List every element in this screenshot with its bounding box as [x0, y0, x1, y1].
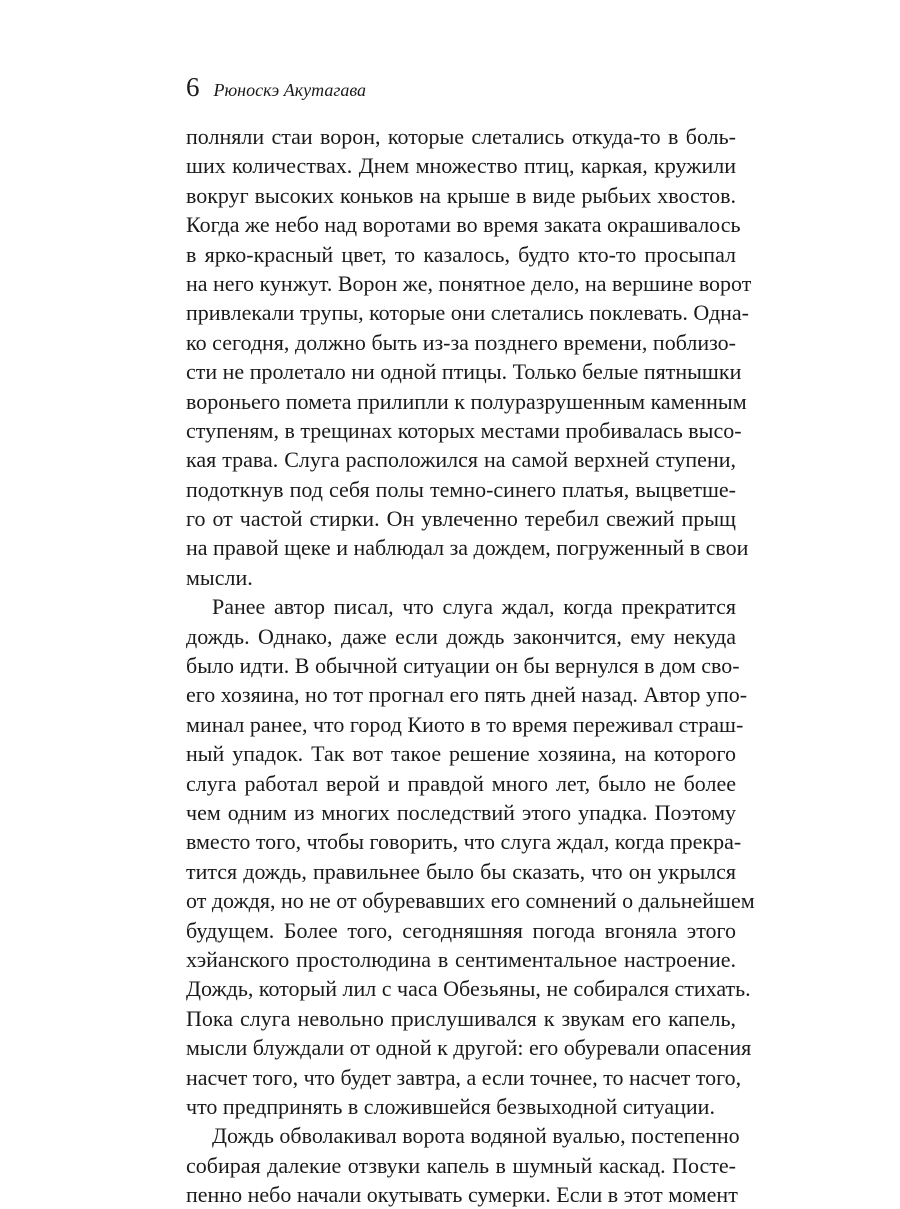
- text-line: Когда же небо над воротами во время заката окрашивалось: [186, 212, 741, 238]
- text-line: хэйанского простолюдина в сентиментальное настроение.: [186, 946, 736, 972]
- paragraph: [186, 1121, 740, 1209]
- text-line: вороньего помета прилипли к полуразрушенным каменным: [186, 388, 747, 414]
- text-line: Дождь обволакивал ворота водяной вуалью, постепенно: [212, 1123, 740, 1149]
- text-line: сти не пролетало ни одной птицы. Только белые пятнышки: [186, 359, 742, 385]
- text-line: тится дождь, правильнее было бы сказать, что он укрылся: [186, 858, 736, 884]
- paragraph: [186, 122, 752, 592]
- text-line: полняли стаи ворон, которые слетались откуда-то в боль-: [186, 124, 736, 149]
- text-line: чем одним из многих последствий этого упадка. Поэтому: [186, 799, 736, 825]
- text-line: ших количествах. Днем множество птиц, каркая, кружили: [186, 153, 736, 179]
- text-line: на правой щеке и наблюдал за дождем, погруженный в свои: [186, 535, 749, 561]
- text-line: в ярко-красный цвет, то казалось, будто кто-то просыпал: [186, 241, 736, 267]
- text-line: кая трава. Слуга расположился на самой верхней ступени,: [186, 447, 736, 473]
- text-line: мысли блуждали от одной к другой: его обуревали опасения: [186, 1035, 752, 1061]
- text-line: дождь. Однако, даже если дождь закончится, ему некуда: [186, 623, 736, 649]
- page-number: 6: [186, 72, 200, 102]
- text-line: Ранее автор писал, что слуга ждал, когда прекратится: [212, 594, 736, 620]
- text-line: вокруг высоких коньков на крыше в виде рыбьих хвостов.: [186, 182, 736, 208]
- text-line: от дождя, но не от обуревавших его сомнений о дальнейшем: [186, 888, 755, 914]
- text-line: Пока слуга невольно прислушивался к звукам его капель,: [186, 1005, 736, 1031]
- body-text: [186, 122, 755, 1209]
- paragraph: [186, 592, 755, 1121]
- text-line: собирая далекие отзвуки капель в шумный каскад. Посте-: [186, 1152, 736, 1178]
- text-line: его хозяина, но тот прогнал его пять дней назад. Автор упо-: [186, 682, 748, 708]
- text-line: что предпринять в сложившейся безвыходной ситуации.: [186, 1093, 715, 1119]
- text-line: минал ранее, что город Киото в то время переживал страш-: [186, 711, 744, 737]
- text-line: привлекали трупы, которые они слетались поклевать. Одна-: [186, 300, 749, 326]
- running-head: [186, 70, 366, 107]
- text-line: ко сегодня, должно быть из-за позднего времени, поблизо-: [186, 329, 736, 355]
- text-line: ный упадок. Так вот такое решение хозяина, на которого: [186, 741, 736, 767]
- text-line: насчет того, что будет завтра, а если точнее, то насчет того,: [186, 1064, 742, 1090]
- text-line: будущем. Более того, сегодняшняя погода вгоняла этого: [186, 917, 736, 943]
- text-line: на него кунжут. Ворон же, понятное дело, на вершине ворот: [186, 270, 752, 296]
- text-line: пенно небо начали окутывать сумерки. Если в этот момент: [186, 1182, 738, 1208]
- text-line: го от частой стирки. Он увлеченно теребил свежий прыщ: [186, 506, 736, 532]
- text-line: подоткнув под себя полы темно-синего платья, выцветше-: [186, 476, 736, 502]
- text-line: ступеням, в трещинах которых местами пробивалась высо-: [186, 417, 742, 443]
- running-title: Рюноскэ Акутагава: [213, 80, 367, 100]
- text-line: вместо того, чтобы говорить, что слуга ждал, когда прекра-: [186, 829, 742, 855]
- text-line: слуга работал верой и правдой много лет, было не более: [186, 770, 736, 796]
- text-line: мысли.: [186, 564, 253, 590]
- text-line: было идти. В обычной ситуации он бы вернулся в дом сво-: [186, 653, 740, 679]
- text-line: Дождь, который лил с часа Обезьяны, не собирался стихать.: [186, 976, 751, 1002]
